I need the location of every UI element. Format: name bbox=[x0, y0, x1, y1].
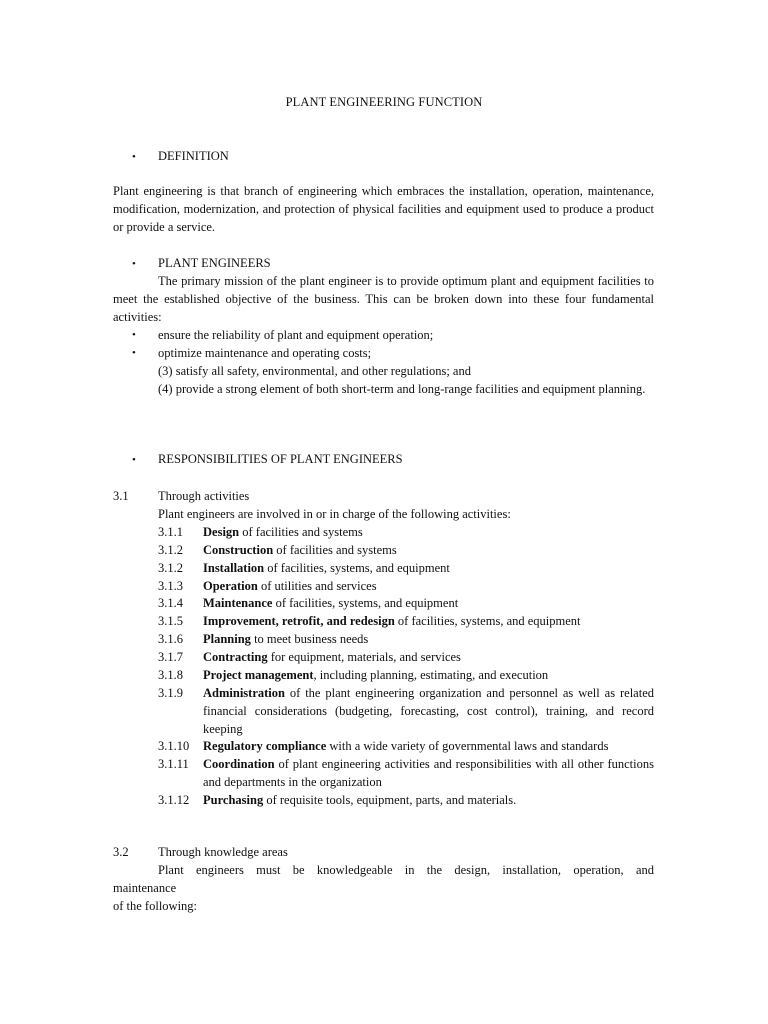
section-number: 3.1 bbox=[113, 489, 129, 503]
definition-heading bbox=[132, 147, 229, 166]
responsibilities-heading-text: RESPONSIBILITIES OF PLANT ENGINEERS bbox=[158, 452, 403, 466]
definition-text: Plant engineering is that branch of engineering which embraces the installation, operation, maintenance, modification, modernization, and protection of physical facilities and equipment used to produce a product or provide a service. bbox=[113, 184, 654, 234]
section-3-2-line-2: maintenance bbox=[113, 881, 177, 895]
item-bold-term: Administration bbox=[203, 686, 285, 700]
item-number: 3.1.9 bbox=[158, 686, 183, 700]
item-number: 3.1.5 bbox=[158, 614, 183, 628]
definition-paragraph bbox=[113, 182, 654, 236]
item-description: of facilities, systems, and equipment bbox=[272, 596, 459, 610]
item-description: of facilities and systems bbox=[273, 543, 397, 557]
item-description: for equipment, materials, and services bbox=[267, 650, 461, 664]
item-number: 3.1.4 bbox=[158, 596, 183, 610]
item-description: of plant engineering activities and responsibilities with all other functions and departments in the organization bbox=[203, 757, 654, 789]
list-item-text: optimize maintenance and operating costs; bbox=[158, 346, 372, 360]
item-description: with a wide variety of governmental laws and standards bbox=[326, 739, 609, 753]
item-bold-term: Coordination bbox=[203, 757, 275, 771]
item-text bbox=[203, 737, 654, 755]
item-description: of facilities and systems bbox=[239, 525, 363, 539]
item-bold-term: Design bbox=[203, 525, 240, 539]
section-3-1-intro: Plant engineers are involved in or in charge of the following activities: bbox=[158, 507, 511, 521]
plant-engineers-heading bbox=[132, 254, 271, 273]
item-description: of utilities and services bbox=[257, 579, 377, 593]
plant-engineers-text: The primary mission of the plant engineer is to provide optimum plant and equipment facilities to meet the established objective of the business. This can be broken down into these four fundamental activities: bbox=[113, 274, 654, 324]
item-description: to meet business needs bbox=[250, 632, 369, 646]
list-item-text: ensure the reliability of plant and equipment operation; bbox=[158, 328, 434, 342]
section-number: 3.2 bbox=[113, 845, 129, 859]
item-bold-term: Construction bbox=[203, 543, 274, 557]
item-number: 3.1.3 bbox=[158, 579, 183, 593]
section-label: Through activities bbox=[158, 489, 250, 503]
bullet-icon: • bbox=[132, 454, 136, 466]
item-number: 3.1.8 bbox=[158, 668, 183, 682]
document-title: PLANT ENGINEERING FUNCTION bbox=[285, 95, 483, 109]
item-text bbox=[203, 523, 654, 541]
item-description: , including planning, estimating, and execution bbox=[313, 668, 549, 682]
item-text bbox=[203, 577, 654, 595]
item-number: 3.1.11 bbox=[158, 757, 189, 771]
item-bold-term: Maintenance bbox=[203, 596, 273, 610]
item-bold-term: Operation bbox=[203, 579, 258, 593]
item-description: of facilities, systems, and equipment bbox=[394, 614, 581, 628]
item-number: 3.1.2 bbox=[158, 543, 183, 557]
item-number: 3.1.10 bbox=[158, 739, 190, 753]
item-number: 3.1.7 bbox=[158, 650, 183, 664]
item-text bbox=[203, 559, 654, 577]
activity-line-3: (3) satisfy all safety, environmental, and other regulations; and bbox=[158, 364, 471, 378]
section-label: Through knowledge areas bbox=[158, 845, 288, 859]
item-number: 3.1.6 bbox=[158, 632, 183, 646]
item-number: 3.1.1 bbox=[158, 525, 183, 539]
definition-heading-text: DEFINITION bbox=[158, 149, 229, 163]
item-text bbox=[203, 594, 654, 612]
item-text bbox=[203, 684, 654, 738]
item-text bbox=[203, 630, 654, 648]
item-bold-term: Planning bbox=[203, 632, 251, 646]
item-description: of requisite tools, equipment, parts, and materials. bbox=[263, 793, 517, 807]
responsibilities-heading bbox=[132, 450, 403, 469]
item-bold-term: Installation bbox=[203, 561, 265, 575]
item-text bbox=[203, 648, 654, 666]
item-bold-term: Improvement, retrofit, and redesign bbox=[203, 614, 395, 628]
item-text bbox=[203, 666, 654, 684]
plant-engineers-heading-text: PLANT ENGINEERS bbox=[158, 256, 271, 270]
item-number: 3.1.2 bbox=[158, 561, 183, 575]
bullet-icon: • bbox=[132, 347, 136, 359]
bullet-icon: • bbox=[132, 258, 136, 270]
section-3-2-line-1: Plant engineers must be knowledgeable in the design, installation, operation, and bbox=[158, 863, 654, 877]
activity-line-4: (4) provide a strong element of both short-term and long-range facilities and equipment planning. bbox=[158, 382, 646, 396]
section-3-2-line-3: of the following: bbox=[113, 899, 198, 913]
item-bold-term: Purchasing bbox=[203, 793, 264, 807]
bullet-icon: • bbox=[132, 151, 136, 163]
item-description: of the plant engineering organization and personnel as well as related financial considerations (budgeting, forecasting, cost control), training, and record keeping bbox=[203, 686, 654, 736]
item-text bbox=[203, 755, 654, 791]
plant-engineers-paragraph bbox=[113, 272, 654, 326]
item-bold-term: Project management bbox=[203, 668, 314, 682]
item-text bbox=[203, 791, 654, 809]
item-number: 3.1.12 bbox=[158, 793, 190, 807]
bullet-icon: • bbox=[132, 329, 136, 341]
item-text bbox=[203, 541, 654, 559]
item-description: of facilities, systems, and equipment bbox=[264, 561, 450, 575]
item-bold-term: Regulatory compliance bbox=[203, 739, 327, 753]
item-text bbox=[203, 612, 654, 630]
item-bold-term: Contracting bbox=[203, 650, 268, 664]
